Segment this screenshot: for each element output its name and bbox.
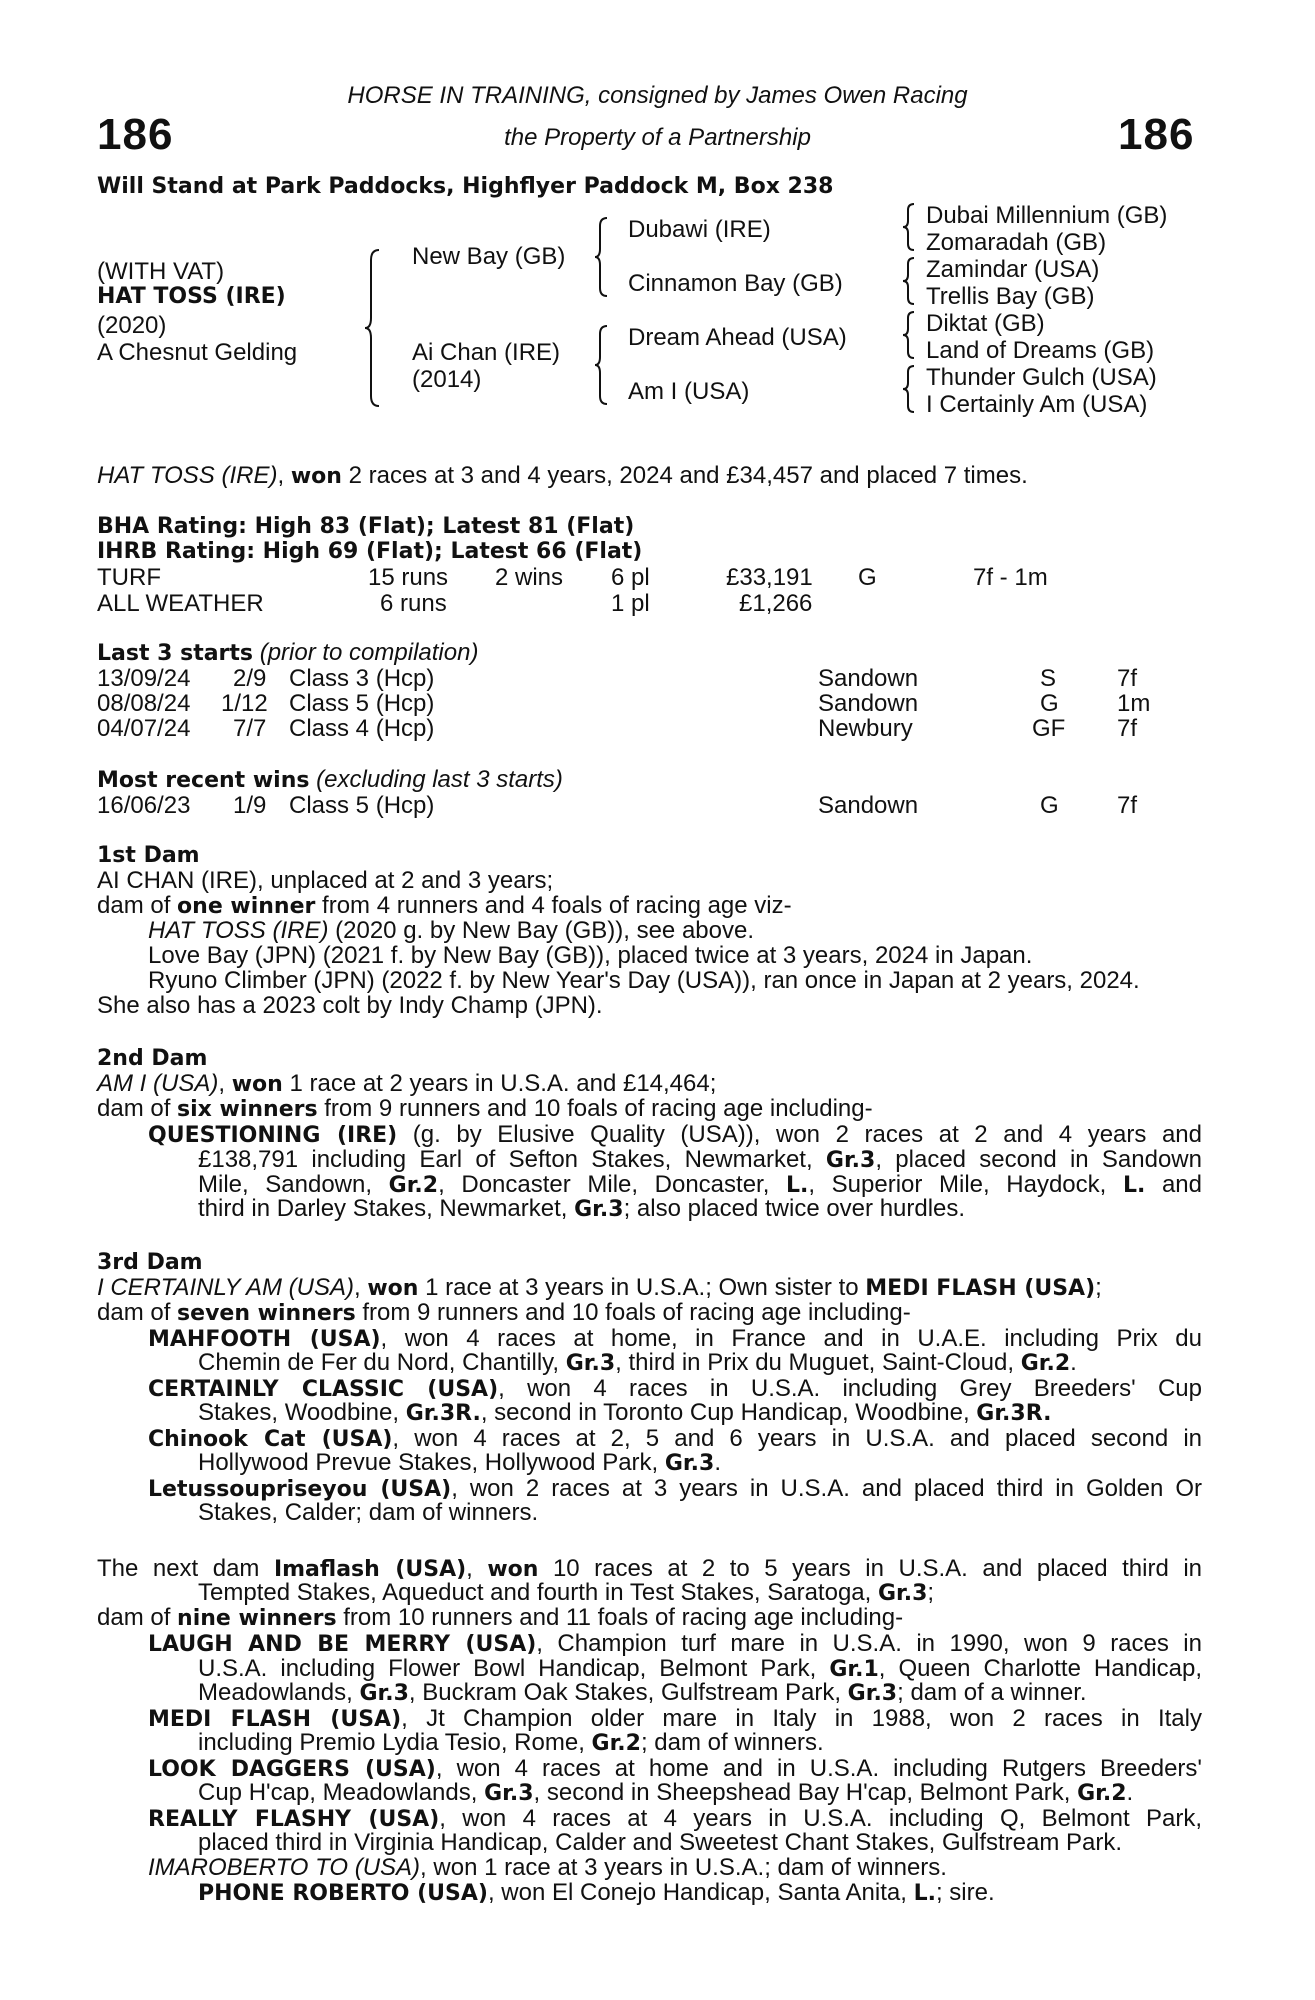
ihrb-rating: IHRB Rating: High 69 (Flat); Latest 66 (Flat) [97,539,643,564]
next-dam-produce-line: dam of nine winners from 10 runners and 11 foals of racing age including- [97,1604,904,1631]
next-dam-foal-cont: Meadowlands, Gr.3, Buckram Oak Stakes, Gulfstream Park, Gr.3; dam of a winner. [198,1679,1087,1706]
dam3-foal-cont: Stakes, Woodbine, Gr.3R., second in Toronto Cup Handicap, Woodbine, Gr.3R. [198,1399,1052,1426]
next-dam-foal: LOOK DAGGERS (USA), won 4 races at home and in U.S.A. including Rutgers Breeders' [148,1755,1202,1782]
pedigree-brace-ggp1 [903,202,919,252]
dam-dam: Am I (USA) [628,378,750,405]
horse-description: A Chesnut Gelding [97,339,298,366]
dam3-foal: CERTAINLY CLASSIC (USA), won 4 races in U.S.A. including Grey Breeders' Cup [148,1375,1202,1402]
dam1-line: AI CHAN (IRE), unplaced at 2 and 3 years; [97,867,554,894]
dam2-foal-cont: £138,791 including Earl of Sefton Stakes, Newmarket, Gr.3, placed second in Sandown [198,1146,1202,1173]
sire: New Bay (GB) [412,243,566,270]
dam3-heading: 3rd Dam [97,1250,203,1275]
dam3-foal-cont: Chemin de Fer du Nord, Chantilly, Gr.3, third in Prix du Muguet, Saint-Cloud, Gr.2. [198,1349,1077,1376]
pedigree-brace-sire [595,216,613,298]
dam2-foal-cont: Mile, Sandown, Gr.2, Doncaster Mile, Doncaster, L., Superior Mile, Haydock, L. and [198,1171,1202,1198]
pedigree-brace-ggp2 [903,256,919,306]
next-dam-foal: LAUGH AND BE MERRY (USA), Champion turf mare in U.S.A. in 1990, won 9 races in [148,1630,1202,1657]
next-dam-foal-cont: including Premio Lydia Tesio, Rome, Gr.2; dam of winners. [198,1729,824,1756]
dam-year: (2014) [412,366,482,393]
horse-name: HAT TOSS (IRE) [97,284,286,309]
ggp-4: Trellis Bay (GB) [926,283,1095,310]
next-dam-foal-cont: U.S.A. including Flower Bowl Handicap, Belmont Park, Gr.1, Queen Charlotte Handicap, [198,1655,1203,1682]
ggp-3: Zamindar (USA) [926,256,1100,283]
consignor-line: HORSE IN TRAINING, consigned by James Owen Racing [347,82,968,109]
race-summary: HAT TOSS (IRE), won 2 races at 3 and 4 years, 2024 and £34,457 and placed 7 times. [97,462,1028,489]
property-line: the Property of a Partnership [504,124,811,151]
recent-wins-heading: Most recent wins (excluding last 3 starts) [97,766,563,793]
dam3-foal: MAHFOOTH (USA), won 4 races at home, in France and in U.A.E. including Prix du [148,1325,1203,1352]
ggp-2: Zomaradah (GB) [926,229,1107,256]
dam3-foal: Chinook Cat (USA), won 4 races at 2, 5 and 6 years in U.S.A. and placed second in [148,1425,1203,1452]
next-dam-line-cont: Tempted Stakes, Aqueduct and fourth in Test Stakes, Saratoga, Gr.3; [198,1579,935,1606]
dam2-foal: QUESTIONING (IRE) (g. by Elusive Quality (USA)), won 2 races at 2 and 4 years and [148,1121,1202,1148]
foaling-year: (2020) [97,312,167,339]
next-dam-foal-cont: Cup H'cap, Meadowlands, Gr.3, second in Sheepshead Bay H'cap, Belmont Park, Gr.2. [198,1779,1134,1806]
ggp-7: Thunder Gulch (USA) [926,364,1157,391]
dam1-foal: Love Bay (JPN) (2021 f. by New Bay (GB)), placed twice at 3 years, 2024 in Japan. [148,942,1033,969]
dam1-foal: HAT TOSS (IRE) (2020 g. by New Bay (GB)), see above. [148,917,754,944]
dam2-heading: 2nd Dam [97,1046,208,1071]
next-dam-foal: IMAROBERTO TO (USA), won 1 race at 3 years in U.S.A.; dam of winners. [148,1854,947,1881]
pedigree-brace-main [365,248,385,408]
dam: Ai Chan (IRE) [412,339,561,366]
dam1-foal: Ryuno Climber (JPN) (2022 f. by New Year's Day (USA)), ran once in Japan at 2 years, 2024. [148,967,1140,994]
dam3-foal: Letussoupriseyou (USA), won 2 races at 3 years in U.S.A. and placed third in Golden Or [148,1475,1202,1502]
pedigree-brace-dam [595,324,613,406]
next-dam-foal: REALLY FLASHY (USA), won 4 races at 4 years in U.S.A. including Q, Belmont Park, [148,1805,1202,1832]
dam1-note: She also has a 2023 colt by Indy Champ (JPN). [97,992,603,1019]
next-dam-foal: MEDI FLASH (USA), Jt Champion older mare in Italy in 1988, won 2 races in Italy [148,1705,1202,1732]
dam3-foal-cont: Stakes, Calder; dam of winners. [198,1499,539,1526]
next-dam-line: The next dam Imaflash (USA), won 10 races at 2 to 5 years in U.S.A. and placed third in [97,1555,1202,1582]
dam-sire: Dream Ahead (USA) [628,324,847,351]
bha-rating: BHA Rating: High 83 (Flat); Latest 81 (Flat) [97,514,635,539]
next-dam-grandfoal: PHONE ROBERTO (USA), won El Conejo Handicap, Santa Anita, L.; sire. [198,1879,995,1906]
dam3-produce-line: dam of seven winners from 9 runners and 10 foals of racing age including- [97,1299,911,1326]
dam2-line: AM I (USA), won 1 race at 2 years in U.S.A. and £14,464; [97,1070,717,1097]
location-line: Will Stand at Park Paddocks, Highflyer Paddock M, Box 238 [97,174,834,199]
dam2-produce-line: dam of six winners from 9 runners and 10 foals of racing age including- [97,1095,873,1122]
dam1-produce-line: dam of one winner from 4 runners and 4 foals of racing age viz- [97,892,792,919]
lot-number-left: 186 [97,110,174,159]
lot-number-right: 186 [1118,110,1195,159]
sire-dam: Cinnamon Bay (GB) [628,270,843,297]
dam2-foal-cont: third in Darley Stakes, Newmarket, Gr.3; also placed twice over hurdles. [198,1195,966,1222]
dam1-heading: 1st Dam [97,843,200,868]
sire-sire: Dubawi (IRE) [628,216,771,243]
pedigree-brace-ggp4 [903,364,919,414]
next-dam-foal-cont: placed third in Virginia Handicap, Calder and Sweetest Chant Stakes, Gulfstream Park. [198,1829,1123,1856]
last-starts-heading: Last 3 starts (prior to compilation) [97,639,479,666]
vat-label: (WITH VAT) [97,258,225,285]
dam3-foal-cont: Hollywood Prevue Stakes, Hollywood Park, Gr.3. [198,1449,721,1476]
ggp-8: I Certainly Am (USA) [926,391,1148,418]
ggp-1: Dubai Millennium (GB) [926,202,1168,229]
pedigree-brace-ggp3 [903,310,919,360]
dam3-line: I CERTAINLY AM (USA), won 1 race at 3 years in U.S.A.; Own sister to MEDI FLASH (USA); [97,1274,1102,1301]
ggp-5: Diktat (GB) [926,310,1045,337]
ggp-6: Land of Dreams (GB) [926,337,1155,364]
